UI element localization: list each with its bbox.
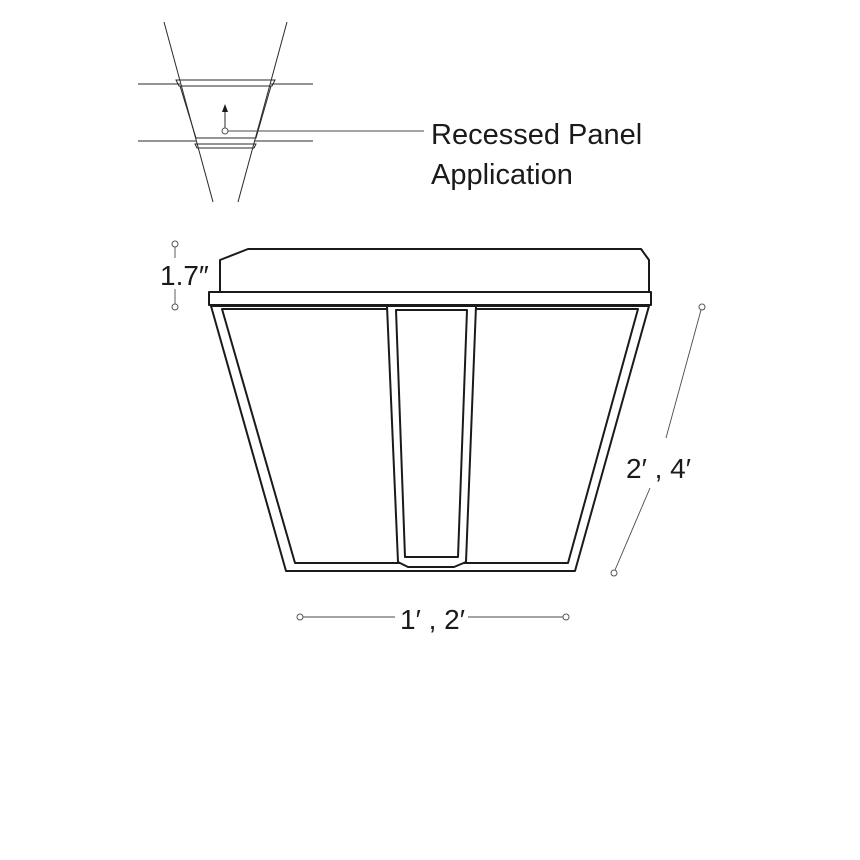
ceiling-grid-inset — [138, 22, 424, 202]
grid-right-diagonal — [238, 22, 287, 202]
grid-top-tile — [176, 80, 275, 86]
fixture-flange — [209, 292, 651, 305]
height-dimension-label: 1.7″ — [160, 260, 209, 291]
width-dim-right-node — [563, 614, 569, 620]
height-dim-bottom-node — [172, 304, 178, 310]
grid-lower-tile — [195, 144, 256, 148]
width-dimension-label: 1′ , 2′ — [400, 604, 465, 635]
length-dim-top-node — [699, 304, 705, 310]
application-label-line2: Application — [431, 159, 573, 191]
length-dim-line-top — [666, 310, 701, 438]
length-dim-line-bottom — [615, 488, 650, 570]
application-label-line1: Recessed Panel — [431, 119, 643, 151]
fixture-housing — [220, 249, 649, 293]
fixture — [209, 249, 651, 571]
height-dim-top-node — [172, 241, 178, 247]
leader-dot — [222, 128, 228, 134]
up-arrow-icon — [222, 104, 228, 112]
length-dim-bottom-node — [611, 570, 617, 576]
fixture-center-spine-inner — [396, 310, 467, 557]
length-dimension-label: 2′ , 4′ — [626, 453, 691, 484]
width-dim-left-node — [297, 614, 303, 620]
